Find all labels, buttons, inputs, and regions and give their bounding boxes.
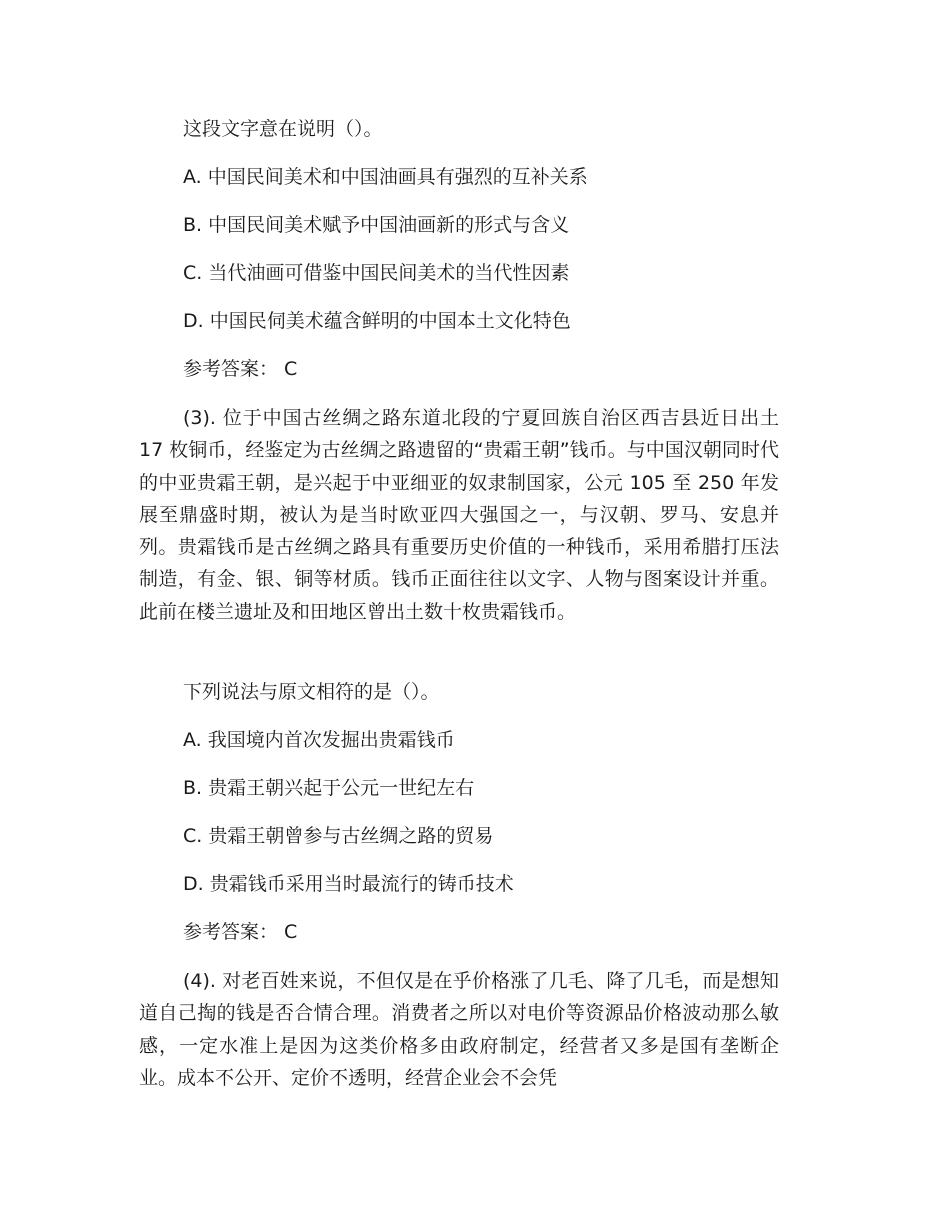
option-a: A. 我国境内首次发掘出贵霜钱币 (183, 729, 455, 751)
question-4-passage: (4). 对老百姓来说，不但仅是在乎价格涨了几毛、降了几毛，而是想知道自己掏的钱是否合情合理。消费者之所以对电价等资源品价格波动那么敏感，一定水准上是因为这类价格多由政府制定，经营者又多是国有垄断企业。成本不公开、定价不透明，经营企业会不会凭 (139, 970, 779, 1089)
option-b: B. 贵霜王朝兴起于公元一世纪左右 (183, 777, 475, 799)
option-d: D. 中国民伺美术蕴含鲜明的中国本土文化特色 (183, 310, 571, 332)
reference-answer: 参考答案： C (183, 358, 298, 380)
option-a: A. 中国民间美术和中国油画具有强烈的互补关系 (183, 166, 588, 188)
option-d: D. 贵霜钱币采用当时最流行的铸币技术 (183, 873, 514, 895)
question-prompt: 这段文字意在说明（）。 (183, 118, 383, 140)
reference-answer: 参考答案： C (183, 921, 298, 943)
question-3-passage: (3). 位于中国古丝绸之路东道北段的宁夏回族自治区西吉县近日出土 17 枚铜币，经鉴定为古丝绸之路遗留的“贵霜王朝”钱币。与中国汉朝同时代的中亚贵霜王朝，是兴起于中亚细亚的奴隶制国家，公元 105 至 250 年发展至鼎盛时期，被认为是当时欧亚四大强国之一，与汉朝、罗马、安息并列。贵霜钱币是古丝绸之路具有重要历史价值的一种钱币，采用希腊打压法制造，有金、银、铜等材质。钱币正面往往以文字、人物与图案设计并重。此前在楼兰遗址及和田地区曾出土数十枚贵霜钱币。 (139, 407, 779, 623)
option-b: B. 中国民间美术赋予中国油画新的形式与含义 (183, 214, 570, 236)
question-prompt: 下列说法与原文相符的是（）。 (183, 681, 440, 703)
option-c: C. 贵霜王朝曾参与古丝绸之路的贸易 (183, 825, 494, 847)
option-c: C. 当代油画可借鉴中国民间美术的当代性因素 (183, 262, 570, 284)
